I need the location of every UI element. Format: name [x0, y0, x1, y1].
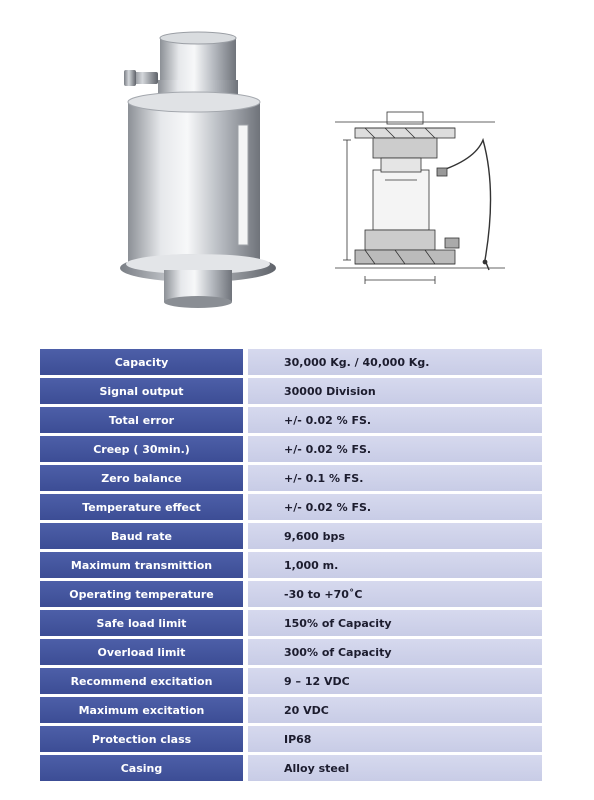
- spec-row: [40, 465, 542, 491]
- spec-row: [40, 494, 542, 520]
- spec-value: 9,600 bps: [248, 523, 542, 549]
- spec-label: Signal output: [40, 378, 243, 404]
- spec-value: 30000 Division: [248, 378, 542, 404]
- spec-row: [40, 407, 542, 433]
- spec-value: 300% of Capacity: [248, 639, 542, 665]
- spec-label: Operating temperature: [40, 581, 243, 607]
- spec-value: 9 – 12 VDC: [248, 668, 542, 694]
- spec-row: [40, 726, 542, 752]
- spec-row: [40, 349, 542, 375]
- spec-value: +/- 0.02 % FS.: [248, 407, 542, 433]
- spec-label: Baud rate: [40, 523, 243, 549]
- spec-label: Protection class: [40, 726, 243, 752]
- spec-label: Safe load limit: [40, 610, 243, 636]
- spec-value: IP68: [248, 726, 542, 752]
- spec-row: [40, 610, 542, 636]
- spec-row: [40, 378, 542, 404]
- spec-row: [40, 436, 542, 462]
- spec-value: +/- 0.1 % FS.: [248, 465, 542, 491]
- spec-row: [40, 581, 542, 607]
- spec-value: 30,000 Kg. / 40,000 Kg.: [248, 349, 542, 375]
- spec-label: Maximum transmittion: [40, 552, 243, 578]
- spec-row: [40, 697, 542, 723]
- spec-row: [40, 668, 542, 694]
- spec-row: [40, 639, 542, 665]
- spec-label: Recommend excitation: [40, 668, 243, 694]
- spec-value: Alloy steel: [248, 755, 542, 781]
- spec-value: -30 to +70˚C: [248, 581, 542, 607]
- spec-label: Maximum excitation: [40, 697, 243, 723]
- spec-label: Capacity: [40, 349, 243, 375]
- spec-label: Casing: [40, 755, 243, 781]
- spec-row: [40, 755, 542, 781]
- specification-table: [40, 346, 542, 784]
- spec-label: Zero balance: [40, 465, 243, 491]
- spec-label: Overload limit: [40, 639, 243, 665]
- spec-label: Temperature effect: [40, 494, 243, 520]
- spec-value: 20 VDC: [248, 697, 542, 723]
- spec-value: +/- 0.02 % FS.: [248, 436, 542, 462]
- spec-value: 150% of Capacity: [248, 610, 542, 636]
- spec-value: +/- 0.02 % FS.: [248, 494, 542, 520]
- load-cell-photo: [118, 30, 278, 310]
- dimension-drawing: [325, 100, 520, 295]
- spec-label: Creep ( 30min.): [40, 436, 243, 462]
- spec-row: [40, 523, 542, 549]
- spec-value: 1,000 m.: [248, 552, 542, 578]
- spec-row: [40, 552, 542, 578]
- spec-label: Total error: [40, 407, 243, 433]
